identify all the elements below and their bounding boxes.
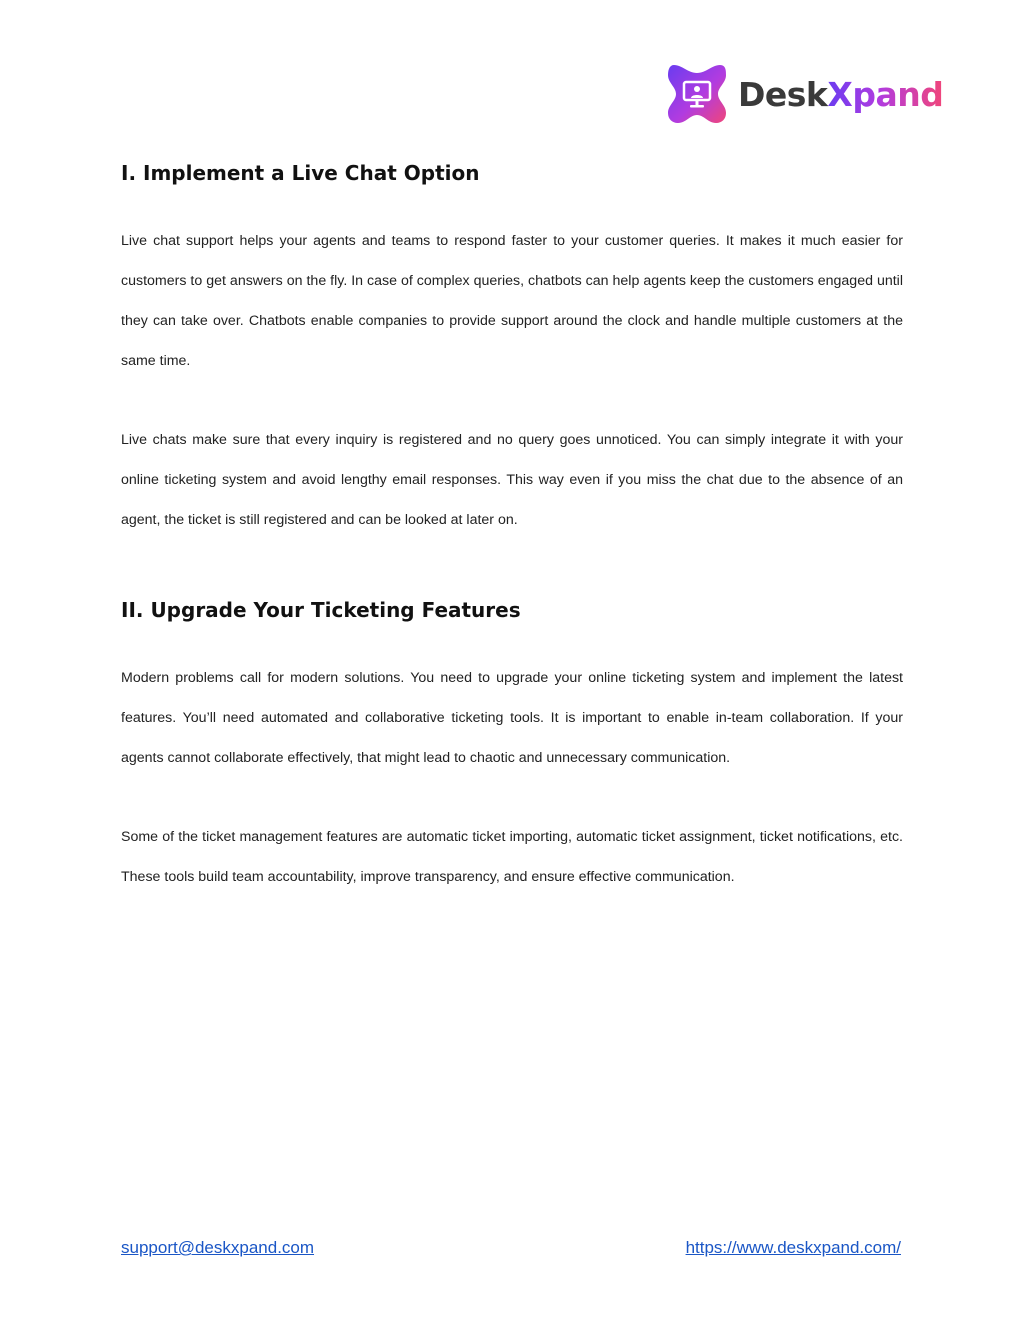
- section-heading-ticketing: II. Upgrade Your Ticketing Features: [121, 598, 521, 622]
- website-link[interactable]: https://www.deskxpand.com/: [685, 1238, 901, 1257]
- paragraph-ticketing-1: Modern problems call for modern solutions. You need to upgrade your online ticketing system and implement the latest features. You’ll need automated and collaborative ticketing tools. It is important to enable in-team collaboration. If your agents cannot collaborate effectively, that might lead to chaotic and unnecessary communication.: [121, 670, 903, 766]
- deskxpand-logo: [664, 60, 944, 128]
- document-body: [121, 155, 903, 897]
- paragraph-live-chat-1: Live chat support helps your agents and teams to respond faster to your customer queries. It makes it much easier for customers to get answers on the fly. In case of complex queries, chatbots can help agents keep the customers engaged until they can take over. Chatbots enable companies to provide support around the clock and handle multiple customers at the same time.: [121, 233, 903, 369]
- paragraph-ticketing-2: Some of the ticket management features are automatic ticket importing, automatic ticket assignment, ticket notifications, etc. These tools build team accountability, improve transparency, and ensure effective communication.: [121, 829, 903, 885]
- wordmark-xpand: Xpand: [827, 74, 944, 114]
- paragraph-live-chat-2: Live chats make sure that every inquiry is registered and no query goes unnoticed. You can simply integrate it with your online ticketing system and avoid lengthy email responses. This way even if you miss the chat due to the absence of an agent, the ticket is still registered and can be looked at later on.: [121, 432, 903, 528]
- wordmark-desk: Desk: [738, 74, 828, 114]
- page-footer: [121, 1238, 901, 1258]
- section-heading-live-chat: I. Implement a Live Chat Option: [121, 161, 480, 185]
- deskxpand-logo-icon: [664, 61, 730, 127]
- deskxpand-wordmark: [738, 74, 944, 114]
- support-email-link[interactable]: support@deskxpand.com: [121, 1238, 315, 1257]
